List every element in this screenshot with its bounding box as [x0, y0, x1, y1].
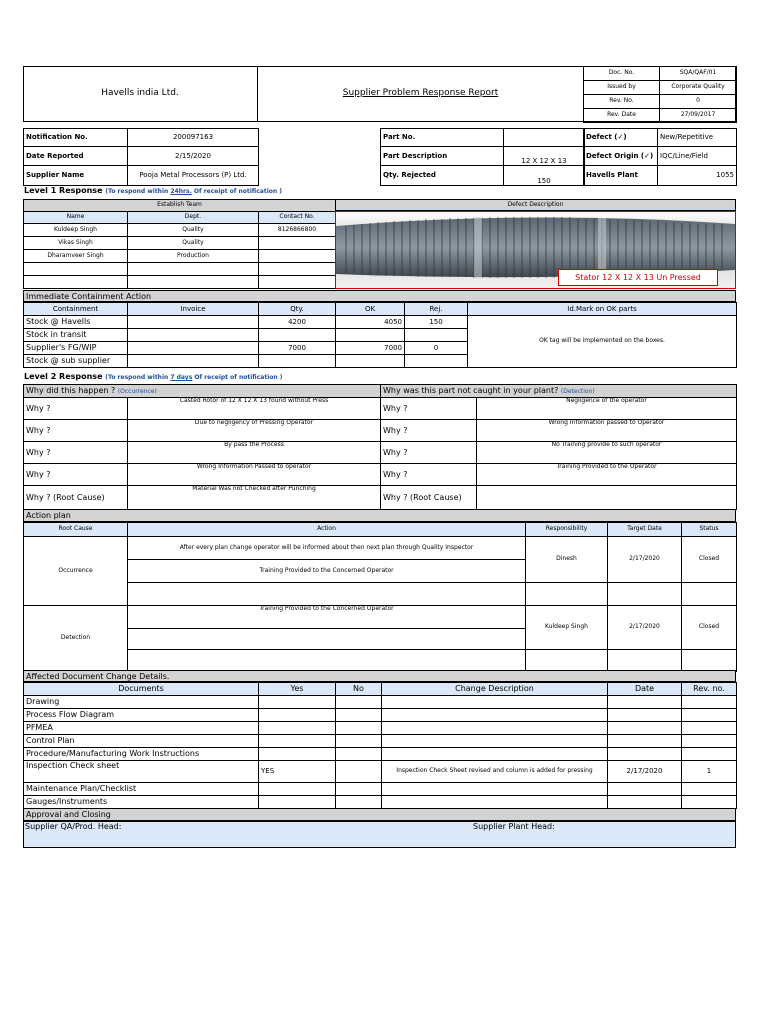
col-rej: Rej. — [405, 303, 468, 316]
detection-target-date: 2/17/2020 — [608, 606, 682, 650]
doc-rev: 1 — [682, 761, 737, 783]
occurrence-status: Closed — [682, 537, 737, 583]
invoice-cell — [128, 342, 259, 355]
meta-value: 27/09/2017 — [660, 109, 737, 123]
why-root-label: Why ? (Root Cause) — [381, 486, 477, 510]
action-plan-title: Action plan — [23, 509, 736, 522]
doc-rev — [682, 748, 737, 761]
invoice-cell — [128, 355, 259, 368]
occurrence-tag: (Occurrence) — [117, 388, 157, 396]
col-dept: Dept. — [128, 212, 259, 224]
col-name: Name — [24, 212, 128, 224]
team-dept: Quality — [128, 237, 259, 250]
team-dept: Quality — [128, 224, 259, 237]
report-title: Supplier Problem Response Report — [342, 88, 499, 98]
meta-value: Corporate Quality — [660, 81, 737, 95]
qty-cell: 7000 — [259, 342, 336, 355]
doc-rev — [682, 735, 737, 748]
defect-photo — [335, 211, 736, 289]
col-date: Date — [608, 683, 682, 696]
team-table — [23, 199, 336, 289]
ok-cell: 7000 — [336, 342, 405, 355]
qty-rejected-value: 150 — [504, 166, 585, 186]
doc-name: Drawing — [24, 696, 259, 709]
level1-note-c: Of receipt of notification ) — [191, 188, 283, 195]
supplier-plant-head-label: Supplier Plant Head: — [473, 822, 555, 831]
doc-change — [382, 735, 608, 748]
supplier-label: Supplier Name — [24, 166, 128, 186]
invoice-cell — [128, 329, 259, 342]
photo-caption: Stator 12 X 12 X 13 Un Pressed — [558, 269, 718, 286]
doc-date — [608, 735, 682, 748]
defect-label: Defect (✓) — [584, 129, 658, 147]
containment-row-label: Stock @ sub supplier — [24, 355, 128, 368]
containment-row-label: Supplier's FG/WIP — [24, 342, 128, 355]
level2-note-b: 7 days — [170, 374, 193, 381]
detection-title: Why was this part not caught in your plant? — [383, 386, 559, 396]
col-documents: Documents — [24, 683, 259, 696]
doc-change — [382, 783, 608, 796]
detection-root-cause — [477, 486, 737, 510]
meta-key: Rev. Date — [584, 109, 660, 123]
doc-name: Control Plan — [24, 735, 259, 748]
ok-cell — [336, 329, 405, 342]
qty-cell — [259, 329, 336, 342]
level2-note-c: Of receipt of notification ) — [192, 374, 283, 381]
occurrence-responsibility: Dinesh — [526, 537, 608, 583]
detection-label: Detection — [24, 606, 128, 672]
team-name: Kuldeep Singh — [24, 224, 128, 237]
col-change-description: Change Description — [382, 683, 608, 696]
doc-no — [336, 696, 382, 709]
info-mid-table — [380, 128, 585, 186]
notification-label: Notification No. — [24, 129, 128, 147]
doc-name: Maintenance Plan/Checklist — [24, 783, 259, 796]
info-right-table — [583, 128, 737, 186]
detection-action-1: Training Provided to the Concerned Operator — [128, 606, 526, 629]
plant-label: Havells Plant — [584, 166, 658, 186]
col-rev-no: Rev. no. — [682, 683, 737, 696]
rej-cell: 150 — [405, 316, 468, 329]
detection-why: Training Provided to the Operator — [477, 464, 737, 486]
why-label: Why ? — [381, 420, 477, 442]
doc-no — [336, 722, 382, 735]
team-contact — [259, 237, 336, 250]
why-root-label: Why ? (Root Cause) — [24, 486, 128, 510]
team-contact: 8126866800 — [259, 224, 336, 237]
meta-value: 0 — [660, 95, 737, 109]
detection-status: Closed — [682, 606, 737, 650]
supplier-qa-head-label: Supplier QA/Prod. Head: — [25, 822, 122, 831]
info-left-table — [23, 128, 259, 186]
doc-no — [336, 735, 382, 748]
part-desc-label: Part Description — [381, 147, 504, 166]
occurrence-title: Why did this happen ? — [26, 386, 116, 396]
detection-heading — [381, 385, 737, 398]
doc-no — [336, 748, 382, 761]
team-name: Vikas Singh — [24, 237, 128, 250]
defect-value: New/Repetitive — [658, 129, 737, 147]
containment-title: Immediate Containment Action — [23, 290, 736, 302]
plant-value: 1055 — [658, 166, 737, 186]
occurrence-label: Occurrence — [24, 537, 128, 606]
level1-note — [105, 188, 282, 195]
why-label: Why ? — [24, 398, 128, 420]
why-label: Why ? — [381, 464, 477, 486]
doc-change — [382, 796, 608, 809]
doc-yes — [259, 722, 336, 735]
doc-yes — [259, 748, 336, 761]
col-ok: OK — [336, 303, 405, 316]
col-yes: Yes — [259, 683, 336, 696]
meta-value: SQA/QAF/01 — [660, 67, 737, 81]
doc-date — [608, 722, 682, 735]
defect-origin-value: IQC/Line/Field — [658, 147, 737, 166]
doc-name: Inspection Check sheet — [24, 761, 259, 783]
defect-origin-label: Defect Origin (✓) — [584, 147, 658, 166]
why-label: Why ? — [24, 442, 128, 464]
detection-tag: (Detection) — [560, 388, 595, 396]
date-value: 2/15/2020 — [128, 147, 259, 166]
doc-no — [336, 709, 382, 722]
level2-note-a: (To respond within — [105, 374, 171, 381]
col-no: No — [336, 683, 382, 696]
doc-change: Inspection Check Sheet revised and column is added for pressing — [382, 761, 608, 783]
detection-why: Wrong Information passed to Operator — [477, 420, 737, 442]
meta-key: Rev. No. — [584, 95, 660, 109]
action-table — [23, 522, 737, 672]
occurrence-root-cause: Material Was not Checked after Punching — [128, 486, 381, 510]
doc-rev — [682, 696, 737, 709]
approval-title: Approval and Closing — [23, 808, 736, 821]
occurrence-action-2: Training Provided to the Concerned Operator — [128, 560, 526, 583]
occurrence-why: Wrong Information Passed to operator — [128, 464, 381, 486]
doc-change — [382, 748, 608, 761]
col-responsibility: Responsibility — [526, 523, 608, 537]
level2-heading — [24, 372, 424, 382]
qty-cell — [259, 355, 336, 368]
col-invoice: Invoice — [128, 303, 259, 316]
doc-yes — [259, 783, 336, 796]
defect-description-title: Defect Description — [335, 199, 736, 211]
rej-cell — [405, 355, 468, 368]
level1-note-a: (To respond within — [105, 188, 171, 195]
col-qty: Qty. — [259, 303, 336, 316]
doc-yes — [259, 696, 336, 709]
team-contact — [259, 250, 336, 263]
doc-name: Gauges/Instruments — [24, 796, 259, 809]
why-label: Why ? — [381, 398, 477, 420]
detection-responsibility: Kuldeep Singh — [526, 606, 608, 650]
detection-why: No Training provide to such operator — [477, 442, 737, 464]
doc-no — [336, 796, 382, 809]
company-name: Havells india Ltd. — [101, 88, 179, 98]
occurrence-target-date: 2/17/2020 — [608, 537, 682, 583]
occurrence-why: By pass the Process — [128, 442, 381, 464]
part-no-value — [504, 129, 585, 147]
doc-no — [336, 761, 382, 783]
supplier-value: Pooja Metal Processors (P) Ltd. — [128, 166, 259, 186]
part-no-label: Part No. — [381, 129, 504, 147]
ok-cell — [336, 355, 405, 368]
doc-date — [608, 796, 682, 809]
col-contact: Contact No. — [259, 212, 336, 224]
doc-date: 2/17/2020 — [608, 761, 682, 783]
doc-yes — [259, 735, 336, 748]
why-label: Why ? — [24, 464, 128, 486]
why-label: Why ? — [381, 442, 477, 464]
doc-name: PFMEA — [24, 722, 259, 735]
doc-name: Process Flow Diagram — [24, 709, 259, 722]
doc-change — [382, 722, 608, 735]
why-label: Why ? — [24, 420, 128, 442]
col-containment: Containment — [24, 303, 128, 316]
occurrence-heading — [24, 385, 381, 398]
level1-note-b: 24hrs. — [170, 188, 192, 195]
docs-table — [23, 682, 737, 809]
doc-meta-table — [583, 66, 737, 123]
doc-rev — [682, 796, 737, 809]
notification-value: 200097163 — [128, 129, 259, 147]
doc-name: Procedure/Manufacturing Work Instructions — [24, 748, 259, 761]
doc-date — [608, 748, 682, 761]
why-table — [23, 384, 737, 510]
level2-note — [105, 374, 282, 381]
doc-date — [608, 783, 682, 796]
doc-rev — [682, 709, 737, 722]
ok-cell: 4050 — [336, 316, 405, 329]
containment-row-label: Stock @ Havells — [24, 316, 128, 329]
meta-key: Doc. No. — [584, 67, 660, 81]
team-dept: Production — [128, 250, 259, 263]
occurrence-why: Casted Rotor of 12 X 12 X 13 found without Press — [128, 398, 381, 420]
rej-cell: 0 — [405, 342, 468, 355]
col-status: Status — [682, 523, 737, 537]
doc-yes — [259, 709, 336, 722]
doc-rev — [682, 783, 737, 796]
part-desc-value: 12 X 12 X 13 — [504, 147, 585, 166]
occurrence-action-1: After every plan change operator will be informed about then next plan through Quality Inspector — [128, 537, 526, 560]
meta-key: Issued by — [584, 81, 660, 95]
idmark-note: OK tag will be implemented on the boxes. — [468, 316, 737, 368]
qty-rejected-label: Qty. Rejected — [381, 166, 504, 186]
detection-why: Negligence of the operator — [477, 398, 737, 420]
qty-cell: 4200 — [259, 316, 336, 329]
col-action: Action — [128, 523, 526, 537]
doc-rev — [682, 722, 737, 735]
level1-heading — [24, 186, 424, 196]
doc-yes — [259, 796, 336, 809]
doc-yes: YES — [259, 761, 336, 783]
team-name: Dharamveer Singh — [24, 250, 128, 263]
doc-no — [336, 783, 382, 796]
doc-change — [382, 709, 608, 722]
col-idmark: Id.Mark on OK parts — [468, 303, 737, 316]
containment-table — [23, 302, 737, 368]
level2-title: Level 2 Response — [24, 372, 103, 381]
team-title: Establish Team — [24, 200, 336, 212]
containment-row-label: Stock in transit — [24, 329, 128, 342]
date-label: Date Reported — [24, 147, 128, 166]
rej-cell — [405, 329, 468, 342]
occurrence-why: Due to negligency of Pressing Operator — [128, 420, 381, 442]
invoice-cell — [128, 316, 259, 329]
level1-title: Level 1 Response — [24, 186, 103, 195]
col-target-date: Target Date — [608, 523, 682, 537]
doc-date — [608, 696, 682, 709]
doc-date — [608, 709, 682, 722]
docs-title: Affected Document Change Details. — [23, 670, 736, 682]
doc-change — [382, 696, 608, 709]
col-root-cause: Root Cause — [24, 523, 128, 537]
